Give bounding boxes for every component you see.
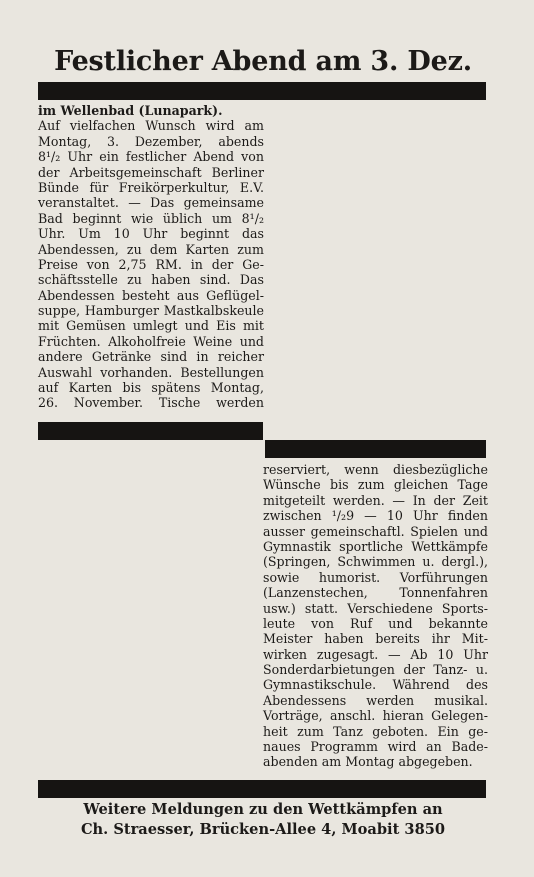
column-line: auf Karten bis spätens Montag, <box>38 380 264 396</box>
column-line: (Lanzenstechen, Tonnenfahren <box>263 585 488 601</box>
column-line: 26. November. Tische werden <box>38 395 264 411</box>
footer-line: Ch. Straesser, Brücken-Allee 4, Moabit 3850 <box>80 821 446 838</box>
column-line: Auswahl vorhanden. Bestellungen <box>38 364 264 380</box>
column-line: Uhr. Um 10 Uhr beginnt das <box>38 226 264 242</box>
column-line: Abendessen, zu dem Karten zum <box>38 241 264 257</box>
column-line: zwischen ¹/₂9 — 10 Uhr finden <box>263 508 488 524</box>
column-line: Früchten. Alkoholfreie Weine und <box>38 333 264 349</box>
column-line: Bünde für Freikörperkultur, E.V. <box>38 179 264 195</box>
right-column <box>263 462 488 770</box>
column-line: Gymnastikschule. Während des <box>263 677 488 693</box>
column-line: der Arbeitsgemeinschaft Berliner <box>38 164 264 180</box>
column-line: Vorträge, anschl. hieran Gelegen- <box>263 708 488 724</box>
column-line: reserviert, wenn diesbezügliche <box>263 462 488 477</box>
footer-notice <box>38 800 488 840</box>
divider-bar-middle-left <box>38 422 263 440</box>
column-line: Sonderdarbietungen der Tanz- u. <box>263 662 488 678</box>
column-line: naues Programm wird an Bade- <box>263 739 488 755</box>
column-line: sowie humorist. Vorführungen <box>263 569 488 585</box>
column-line: usw.) statt. Verschiedene Sports- <box>263 600 488 616</box>
column-line: heit zum Tanz geboten. Ein ge- <box>263 723 488 739</box>
column-line: Abendessens werden musikal. <box>263 692 488 708</box>
column-line: Wünsche bis zum gleichen Tage <box>263 477 488 493</box>
column-line: wirken zugesagt. — Ab 10 Uhr <box>263 646 488 662</box>
headline: Festlicher Abend am 3. Dez. <box>54 46 472 77</box>
column-line: ausser gemeinschaftl. Spielen und <box>263 523 488 539</box>
divider-bar-middle-right <box>265 440 486 458</box>
column-line: schäftsstelle zu haben sind. Das <box>38 272 264 288</box>
column-line: abenden am Montag abgegeben. <box>263 754 473 770</box>
column-line: andere Getränke sind in reicher <box>38 349 264 365</box>
column-line: Preise von 2,75 RM. in der Ge- <box>38 256 264 272</box>
column-line: mit Gemüsen umlegt und Eis mit <box>38 318 264 334</box>
divider-bar-bottom <box>38 780 486 798</box>
column-line: Meister haben bereits ihr Mit- <box>263 631 488 647</box>
column-line: Auf vielfachen Wunsch wird am <box>38 118 264 134</box>
left-column <box>38 103 264 411</box>
column-line: veranstaltet. — Das gemeinsame <box>38 195 264 211</box>
column-line: (Springen, Schwimmen u. dergl.), <box>263 554 488 570</box>
column-line: 8¹/₂ Uhr ein festlicher Abend von <box>38 149 264 165</box>
column-line: leute von Ruf und bekannte <box>263 615 488 631</box>
divider-bar-top <box>38 82 486 100</box>
column-line: Montag, 3. Dezember, abends <box>38 133 264 149</box>
column-line: suppe, Hamburger Mastkalbskeule <box>38 303 264 319</box>
column-line: Abendessen besteht aus Geflügel- <box>38 287 264 303</box>
column-line: mitgeteilt werden. — In der Zeit <box>263 492 488 508</box>
column-line: Gymnastik sportliche Wettkämpfe <box>263 538 488 554</box>
column-line: Bad beginnt wie üblich um 8¹/₂ <box>38 210 264 226</box>
footer-line: Weitere Meldungen zu den Wettkämpfen an <box>83 801 443 818</box>
column-line: im Wellenbad (Lunapark). <box>38 103 223 118</box>
